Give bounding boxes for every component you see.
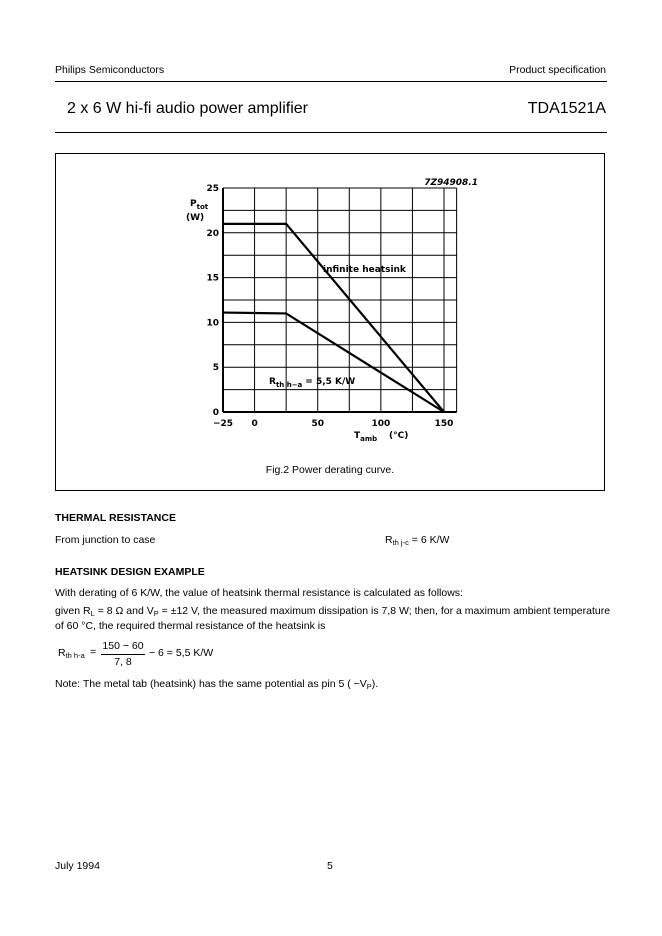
formula-eq: = <box>90 646 97 658</box>
note: Note: The metal tab (heatsink) has the same potential as pin 5 ( $-V_P$). <box>55 678 379 691</box>
series-rth-5-5 <box>223 313 444 412</box>
header-company: Philips Semiconductors <box>55 64 165 76</box>
figure-caption: Fig.2 Power derating curve. <box>265 464 395 476</box>
x-tick-label: 0 <box>251 419 258 429</box>
y-tick-label: 5 <box>212 363 219 374</box>
heatsink-line1: With derating of 6 K/W, the value of heatsink thermal resistance is calculated as follows: <box>55 587 463 599</box>
header-rule <box>55 81 607 82</box>
x-tick-label: 50 <box>311 419 324 429</box>
y-tick-label: 20 <box>206 228 219 239</box>
curve-label-infinite: infinite heatsink <box>323 265 406 275</box>
page-number: 5 <box>327 860 333 872</box>
thermal-heading: THERMAL RESISTANCE <box>55 512 176 524</box>
formula-denominator: 7, 8 <box>114 656 132 668</box>
y-tick-label: 25 <box>206 184 219 194</box>
product-title: 2 x 6 W hi-fi audio power amplifier <box>67 100 308 117</box>
curve-label-rth: $R_{th h-a} = 5,5$ K/W <box>269 377 356 389</box>
thermal-row-label: From junction to case <box>55 534 156 546</box>
part-number: TDA1521A <box>527 100 606 117</box>
y-axis-unit: (W) <box>186 213 205 223</box>
y-tick-label: 10 <box>206 318 219 329</box>
fraction-bar <box>101 654 145 655</box>
thermal-value: $R_{th j-c} = 6$ K/W <box>385 534 450 547</box>
power-derating-chart <box>56 154 604 454</box>
x-tick-label: 100 <box>371 419 391 429</box>
header-doc-type: Product specification <box>509 64 606 76</box>
footer-date: July 1994 <box>55 860 100 872</box>
y-tick-label: 15 <box>206 273 219 284</box>
formula-numerator: 150 − 60 <box>102 640 144 652</box>
y-axis-label: $P_{tot}$ <box>190 199 209 211</box>
x-axis-label: $T_{amb}$ <box>354 431 378 443</box>
y-tick-label: 0 <box>212 408 219 418</box>
figure-code: 7Z94908.1 <box>424 178 478 188</box>
formula-lhs: $R_{th h-a}$ <box>58 647 85 660</box>
x-axis-unit: (°C) <box>389 431 409 441</box>
heatsink-line2: given $R_L = 8$ Ω and $V_P = \pm 12$ V, the measured maximum dissipation is 7,8 W; then, for a maximum ambient temperature <box>55 605 611 618</box>
figure-box <box>55 153 605 491</box>
formula-rest: − 6 = 5,5 K/W <box>149 647 214 659</box>
x-tick-label: 150 <box>434 419 454 429</box>
heatsink-heading: HEATSINK DESIGN EXAMPLE <box>55 566 205 578</box>
heatsink-line3: of 60 °C, the required thermal resistance of the heatsink is <box>55 620 326 632</box>
x-tick-label: −25 <box>212 419 234 429</box>
title-rule <box>55 132 607 133</box>
